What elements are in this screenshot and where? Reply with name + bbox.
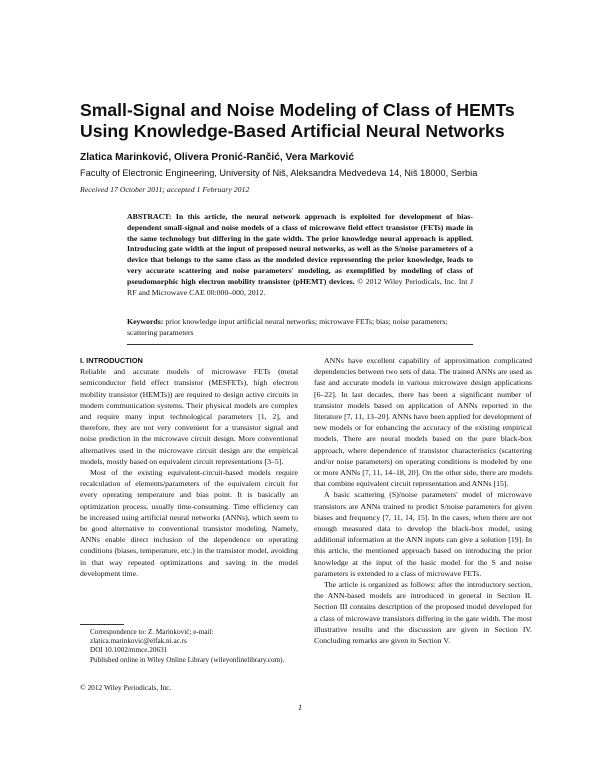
author-affiliation: Faculty of Electronic Engineering, University of Niš, Aleksandra Medvedeva 14, Niš 18000, Serbia: [80, 168, 478, 178]
article-title: Small-Signal and Noise Modeling of Class of HEMTs Using Knowledge-Based Artificial Neural Networks: [80, 100, 515, 141]
keywords-divider: [127, 344, 473, 345]
page-number: 1: [297, 702, 303, 712]
received-dates: Received 17 October 2011; accepted 1 February 2012: [80, 185, 250, 194]
keywords-text: prior knowledge input artificial neural networks; microwave FETs; bias; noise parameters; scattering parameters: [127, 317, 448, 337]
doi-line: DOI 10.1002/mmce.20631: [90, 646, 168, 655]
footer-copyright: © 2012 Wiley Periodicals, Inc.: [80, 683, 172, 692]
paragraph: Reliable and accurate models of microwave FETs (metal semiconductor field effect transistor (MESFETs), high electron mobility transistor (HEMTs)) are required to design active circuits in modern communication systems. Their physical models are complex and require many input technological parameters [1, 2], and therefore, they are not very convenient for a transistor signal and noise prediction in the microwave circuit design. More conventional alternatives used in the microwave circuit design are the empirical models, mostly based on equivalent circuit representations [3–5].: [80, 367, 298, 466]
correspondence-line: Correspondence to: Z. Marinković; e-mail: zlatica.marinkovic@elfak.ni.ac.rs: [90, 628, 214, 646]
keywords: [127, 317, 473, 338]
paragraph: ANNs have excellent capability of approximation complicated dependencies between two sets of data. The trained ANNs are used as fast and accurate models in various microwave design applications [6–22]. In last decades, there has been a significant number of transistor models based on application of ANNs reported in the literature [7, 11, 13–20]. ANNs have been applied for development of new models or for enhancing the accuracy of the existing empirical models. There are neural models based on the pure black-box approach, where dependence of transistor characteristics (scattering and/or noise parameters) on operating conditions is modeled by one or more ANNs [7, 11, 14–18, 20]. On the other side, there are models that combine equivalent circuit representation and ANNs [15].: [314, 356, 532, 489]
abstract-text: In this article, the neural network approach is exploited for development of bias-dependent small-signal and noise models of a class of microwave field effect transistor (FETs) made in the same technology but differing in the gate width. The prior knowledge neural approach is applied. Introducing gate width at the input of proposed neural networks, as well as the S/noise parameters of a device that belongs to the same class as the modeled device representing the prior knowledge, leads to very accurate scattering and noise parameters' modeling, as exemplified by modeling of class of pseudomorphic high electron mobility transistor (pHEMT) devices.: [127, 212, 473, 286]
left-column: [80, 355, 298, 579]
paragraph: Most of the existing equivalent-circuit-based models require recalculation of elements/parameters of the equivalent circuit for every operating temperature and bias point. It is basically an optimization process, usually time-consuming. Time efficiency can be increased using artificial neural networks (ANNs), which seem to be good alternative to conventional transistor modeling. Namely, ANNs enable direct inclusion of the dependence on operating conditions (biases, temperature, etc.) in the transistor model, avoiding in that way repeated optimizations and saving in the model development time.: [80, 468, 298, 578]
abstract-copyright: © 2012 Wiley Periodicals, Inc. Int J RF and Microwave CAE 00:000–000, 2012.: [127, 276, 473, 297]
footnote-divider: [80, 624, 124, 625]
published-online-line: Published online in Wiley Online Library (wileyonlinelibrary.com).: [90, 655, 285, 664]
correspondence-footnote: [80, 628, 296, 665]
section-heading-introduction: I. INTRODUCTION: [80, 356, 143, 365]
paragraph: A basic scattering (S)/noise parameters' model of microwave transistors are ANNs trained to predict S/noise parameters for given biases and frequency [7, 11, 14, 15]. In the cases, when there are not enough measured data to develop the black-box model, using additional information at the ANN inputs can give a solution [19]. In this article, the mentioned approach based on introducing the prior knowledge at the input of the basic model for the S and noise parameters is extended to a class of microwave FETs.: [314, 490, 532, 578]
keywords-label: Keywords:: [127, 317, 164, 326]
right-column: [314, 355, 532, 646]
author-list: Zlatica Marinković, Olivera Pronić-Rančić, Vera Marković: [80, 152, 355, 163]
abstract-label: ABSTRACT:: [127, 212, 172, 221]
paragraph: The article is organized as follows: after the introductory section, the ANN-based models are introduced in general in Section II. Section III contains description of the proposed model developed for a class of microwave transistors differing in the gate width. The most illustrative results and the discussion are given in Section IV. Concluding remarks are given in Section V.: [314, 580, 532, 646]
abstract: [127, 212, 473, 298]
